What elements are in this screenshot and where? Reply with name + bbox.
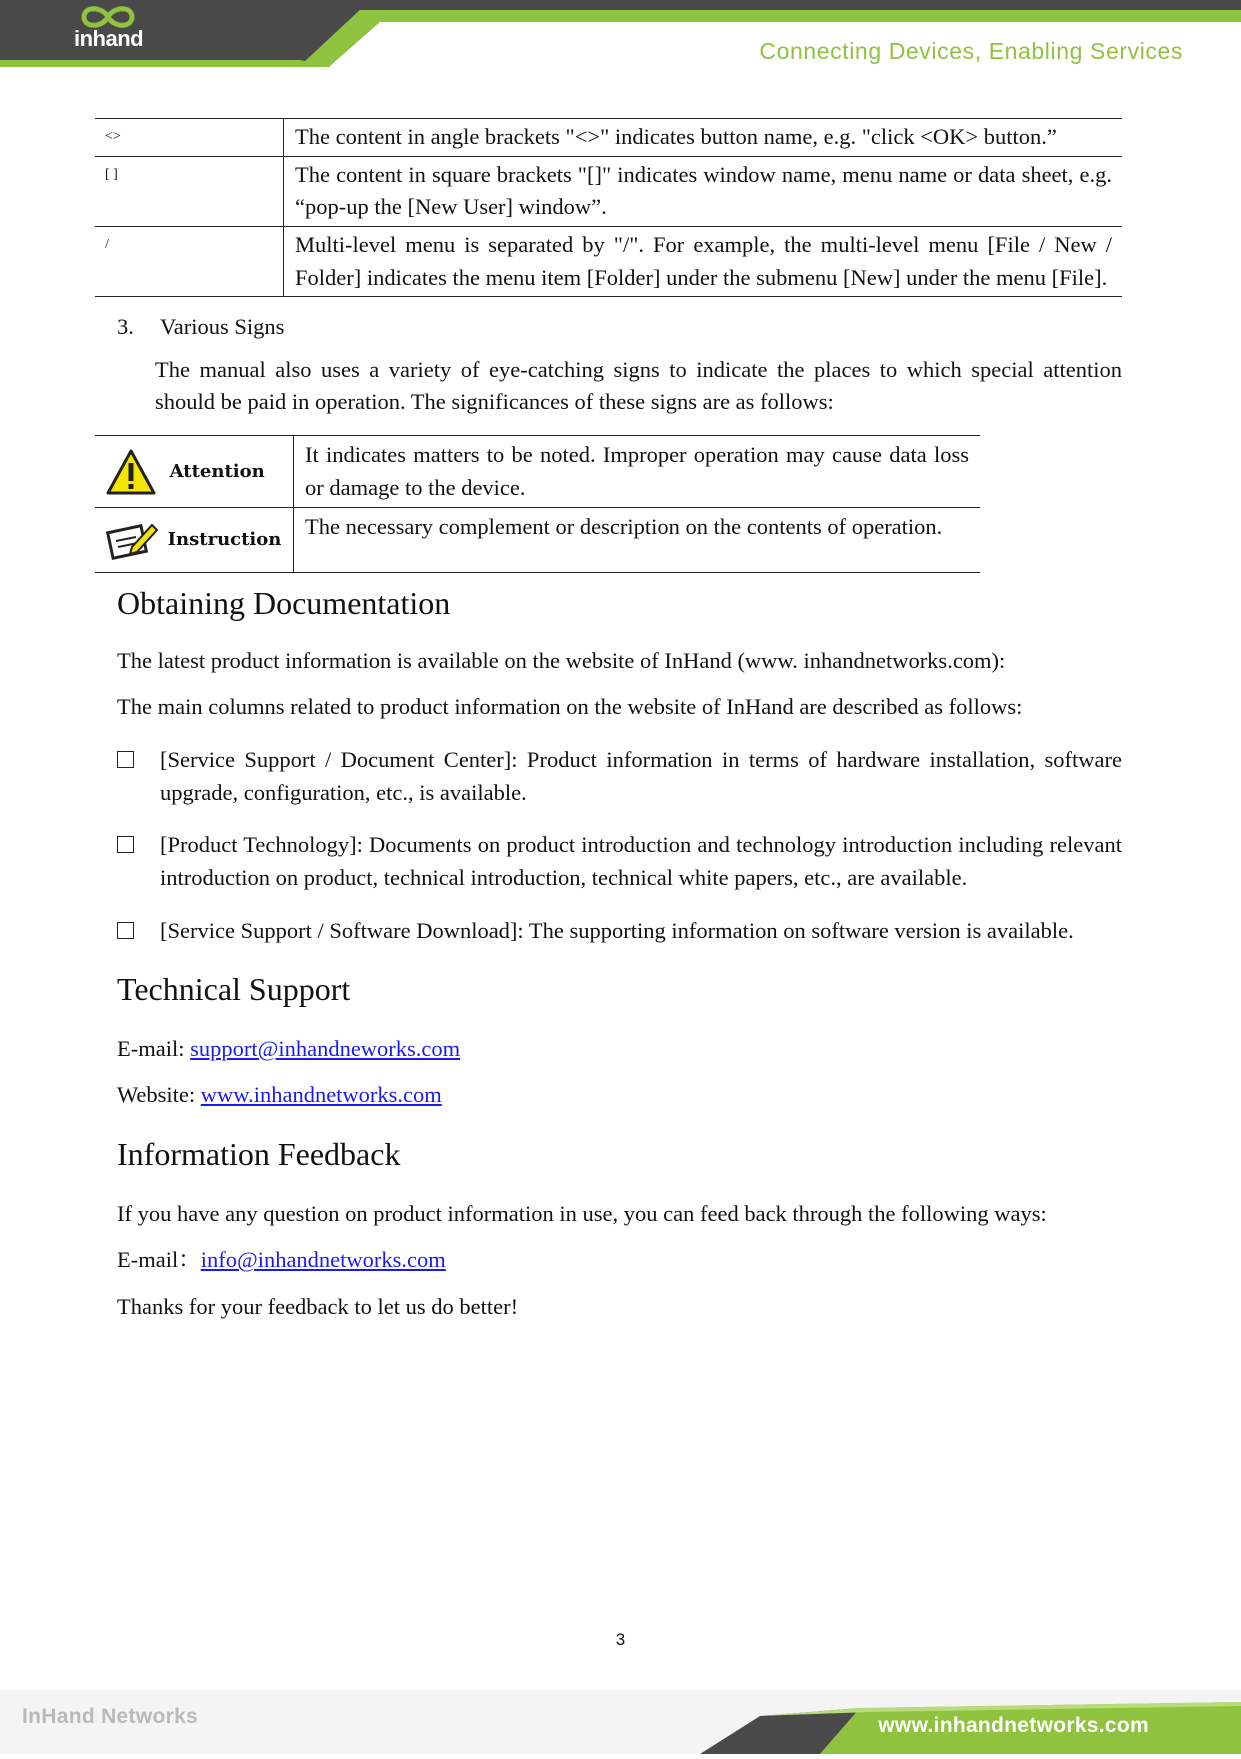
feedback-email-line [117,1244,1122,1277]
checkbox-bullet-icon [117,751,134,768]
instruction-label: Instruction [167,529,282,551]
warning-triangle-icon [106,448,156,496]
website-link[interactable]: www.inhandnetworks.com [200,1082,442,1108]
support-email-link[interactable]: support@inhandneworks.com [190,1035,461,1061]
table-row [95,508,980,573]
obtaining-documentation-heading: Obtaining Documentation [117,585,451,622]
description-cell: The content in square brackets "[]" indicates window name, menu name or data sheet, e.g. “pop-up the [New User] window”. [284,156,1123,226]
symbol-cell: <> [95,119,284,157]
email-label: E-mail： [117,1247,201,1273]
table-row [95,156,1122,226]
checkbox-bullet-icon [117,922,134,939]
description-cell: Multi-level menu is separated by "/". For example, the multi-level menu [File / New / Folder] indicates the menu item [Folder] under the submenu [New] under the menu [File]. [284,226,1123,296]
feedback-paragraph: If you have any question on product information in use, you can feed back through the following ways: [117,1200,1047,1226]
footer-company: InHand Networks [22,1705,199,1728]
symbol-cell: [ ] [95,156,284,226]
instruction-sign [95,508,294,573]
table-row [95,226,1122,296]
list-item [117,829,1122,894]
checkbox-bullet-icon [117,836,134,853]
information-feedback-heading: Information Feedback [117,1136,401,1173]
list-title: Various Signs [160,314,285,340]
attention-label: Attention [169,460,265,482]
list-item-text: [Service Support / Document Center]: Product information in terms of hardware installation, software upgrade, configuration, etc., is available. [160,747,1122,805]
list-item-text: [Service Support / Software Download]: The supporting information on software version is available. [160,917,1074,943]
logo-text: inhand [74,26,144,51]
list-item-text: [Product Technology]: Documents on product introduction and technology introduction including relevant introduction on product, technical introduction, technical white papers, etc., are available. [160,832,1122,890]
footer-website: www.inhandnetworks.com [878,1714,1149,1737]
various-signs-heading [117,311,1122,344]
feedback-email-link[interactable]: info@inhandnetworks.com [200,1247,446,1273]
obtaining-paragraph: The latest product information is available on the website of InHand (www. inhandnetworks.com): [117,647,1006,673]
page-number: 3 [615,1630,626,1649]
page-content [95,118,1122,1324]
description-cell: The content in angle brackets "<>" indicates button name, e.g. "click <OK> button.” [284,119,1123,157]
table-row [95,436,980,508]
website-line [117,1079,1122,1112]
website-label: Website: [117,1082,201,1108]
sign-description: It indicates matters to be noted. Improper operation may cause data loss or damage to the device. [294,436,981,508]
signs-table [95,435,980,573]
sign-description: The necessary complement or description on the contents of operation. [294,508,981,573]
attention-sign [95,436,294,508]
obtaining-paragraph: The main columns related to product information on the website of InHand are described as follows: [117,694,1023,720]
conventions-table [95,118,1122,297]
support-email-line [117,1033,1122,1066]
thanks-text: Thanks for your feedback to let us do better! [117,1293,519,1319]
header-tagline: Connecting Devices, Enabling Services [759,38,1183,64]
technical-support-heading: Technical Support [117,971,351,1008]
list-number: 3. [117,314,134,340]
notepad-pencil-icon [106,519,158,561]
email-label: E-mail: [117,1035,191,1061]
list-item [117,915,1122,948]
table-row [95,119,1122,157]
symbol-cell: / [95,226,284,296]
various-signs-intro: The manual also uses a variety of eye-catching signs to indicate the places to which special attention should be paid in operation. The significances of these signs are as follows: [155,356,1122,415]
page-header [0,0,1241,72]
list-item [117,744,1122,809]
